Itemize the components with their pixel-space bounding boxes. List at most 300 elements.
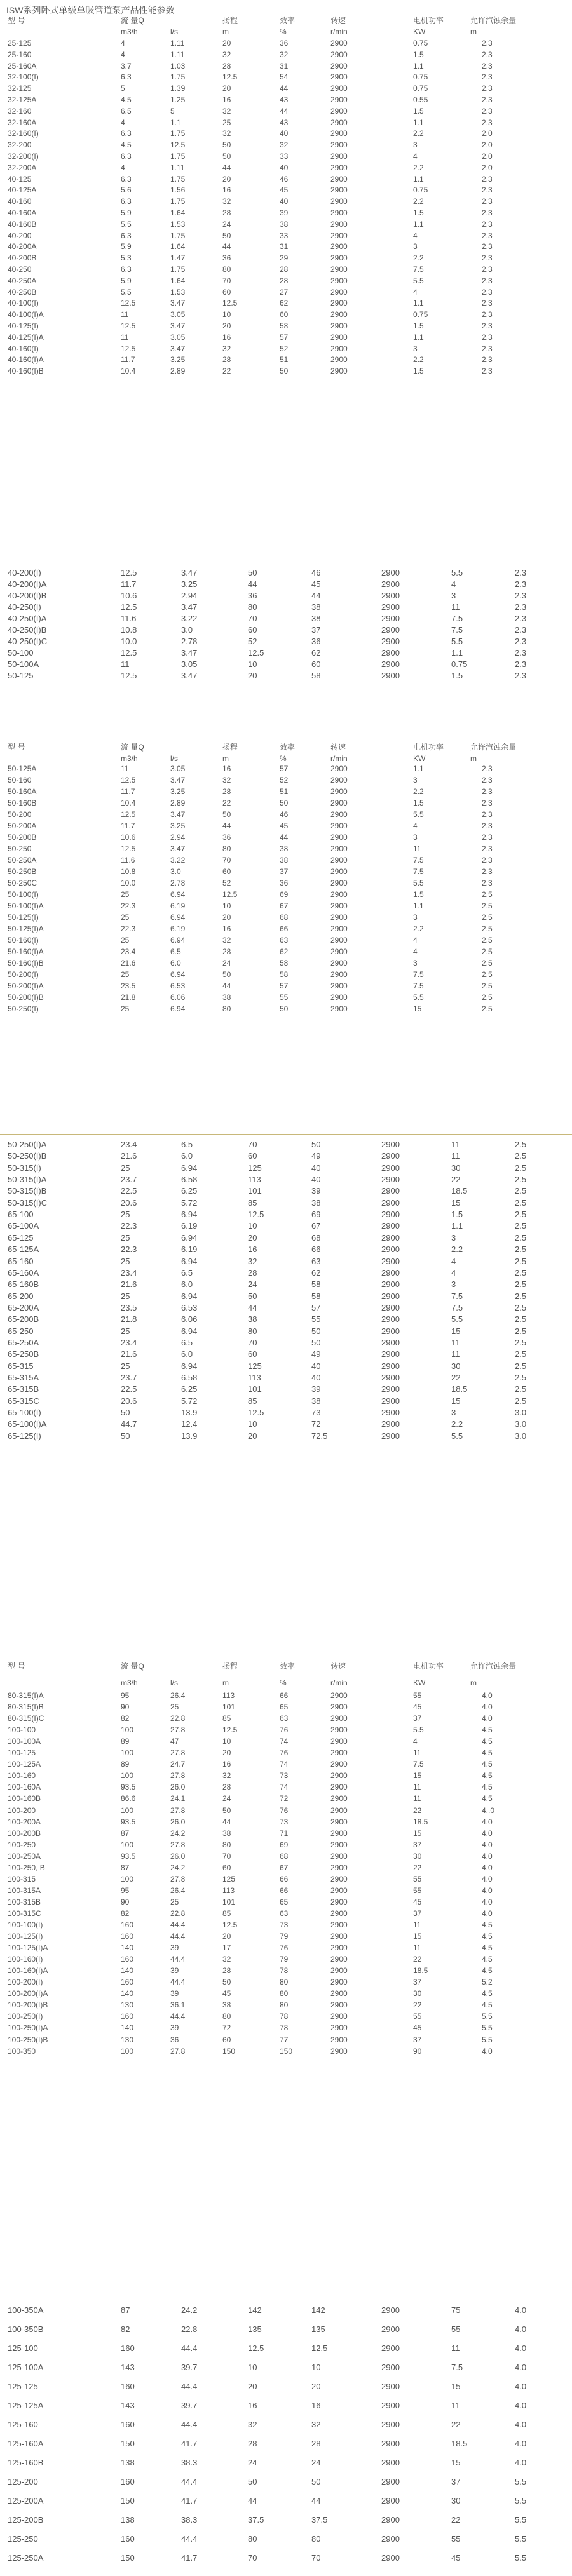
cell-flow-ls: 26.0 bbox=[170, 1817, 186, 1826]
cell-model: 40-160(I)A bbox=[8, 355, 44, 364]
cell-speed: 2900 bbox=[330, 856, 348, 865]
cell-flow-ls: 3.47 bbox=[181, 568, 198, 577]
cell-efficiency: 67 bbox=[280, 901, 289, 910]
cell-npsh: 2.5 bbox=[482, 913, 493, 922]
cell-model: 100-315C bbox=[8, 1909, 41, 1918]
cell-npsh: 4.0 bbox=[482, 1714, 493, 1723]
header-npsh: 允许汽蚀余量 bbox=[470, 16, 517, 25]
cell-model: 50-100A bbox=[8, 659, 39, 669]
cell-flow-m3h: 5 bbox=[121, 84, 125, 93]
cell-head: 44 bbox=[248, 579, 257, 589]
cell-flow-m3h: 20.6 bbox=[121, 1198, 137, 1208]
cell-speed: 2900 bbox=[330, 1989, 348, 1998]
cell-head: 32 bbox=[222, 50, 231, 59]
cell-speed: 2900 bbox=[330, 890, 348, 899]
cell-head: 60 bbox=[248, 1151, 257, 1161]
cell-flow-ls: 38.3 bbox=[181, 2458, 198, 2467]
cell-model: 40-250(I)C bbox=[8, 637, 48, 646]
cell-power: 22 bbox=[451, 1373, 461, 1382]
cell-model: 125-160A bbox=[8, 2439, 44, 2448]
cell-speed: 2900 bbox=[330, 2047, 348, 2056]
cell-head: 142 bbox=[248, 2305, 262, 2315]
cell-flow-ls: 24.2 bbox=[181, 2305, 198, 2315]
cell-efficiency: 73 bbox=[311, 1408, 321, 1417]
cell-npsh: 2.3 bbox=[482, 776, 493, 785]
cell-model: 65-100(I) bbox=[8, 1408, 41, 1417]
cell-flow-m3h: 150 bbox=[121, 2496, 135, 2505]
cell-model: 32-125A bbox=[8, 95, 37, 104]
cell-flow-m3h: 82 bbox=[121, 1714, 130, 1723]
cell-speed: 2900 bbox=[330, 2035, 348, 2044]
cell-flow-ls: 44.4 bbox=[181, 2343, 198, 2353]
cell-power: 15 bbox=[413, 1932, 422, 1941]
cell-head: 25 bbox=[222, 118, 231, 127]
cell-flow-m3h: 21.6 bbox=[121, 1349, 137, 1359]
cell-head: 20 bbox=[222, 1748, 231, 1757]
cell-power: 1.1 bbox=[413, 118, 424, 127]
cell-speed: 2900 bbox=[330, 62, 348, 71]
cell-speed: 2900 bbox=[330, 39, 348, 48]
cell-flow-ls: 3.47 bbox=[181, 671, 198, 680]
cell-speed: 2900 bbox=[381, 1303, 400, 1312]
cell-speed: 2900 bbox=[330, 310, 348, 319]
cell-npsh: 2.3 bbox=[482, 810, 493, 819]
cell-model: 40-200(I) bbox=[8, 568, 41, 577]
cell-power: 0.75 bbox=[413, 39, 428, 48]
cell-power: 2.2 bbox=[451, 1244, 463, 1254]
cell-efficiency: 58 bbox=[311, 1291, 321, 1301]
cell-flow-ls: 3.25 bbox=[170, 787, 186, 796]
header-flow-ls: l/s bbox=[170, 27, 178, 36]
cell-flow-m3h: 4.5 bbox=[121, 140, 132, 149]
cell-npsh: 2.5 bbox=[482, 993, 493, 1002]
cell-npsh: 2.5 bbox=[515, 1349, 527, 1359]
cell-speed: 2900 bbox=[381, 1338, 400, 1347]
cell-flow-ls: 27.8 bbox=[170, 1875, 186, 1884]
cell-speed: 2900 bbox=[381, 2343, 400, 2353]
cell-npsh: 2.3 bbox=[482, 276, 493, 285]
cell-npsh: 2.5 bbox=[515, 1326, 527, 1336]
cell-flow-m3h: 100 bbox=[121, 1806, 134, 1815]
cell-flow-m3h: 89 bbox=[121, 1760, 130, 1769]
cell-power: 1.5 bbox=[451, 1210, 463, 1219]
cell-flow-ls: 3.25 bbox=[170, 821, 186, 830]
cell-model: 125-200A bbox=[8, 2496, 44, 2505]
cell-efficiency: 43 bbox=[280, 95, 289, 104]
cell-flow-m3h: 25 bbox=[121, 936, 130, 945]
cell-flow-ls: 1.53 bbox=[170, 220, 186, 229]
cell-power: 55 bbox=[451, 2324, 461, 2334]
cell-npsh: 4,.0 bbox=[482, 1806, 495, 1815]
cell-model: 40-160(I) bbox=[8, 344, 39, 353]
header-efficiency: 效率 bbox=[280, 1662, 296, 1671]
cell-npsh: 2.3 bbox=[482, 344, 493, 353]
cell-speed: 2900 bbox=[381, 2515, 400, 2525]
cell-speed: 2900 bbox=[381, 1198, 400, 1208]
cell-npsh: 2.5 bbox=[515, 1257, 527, 1266]
cell-efficiency: 27 bbox=[280, 288, 289, 297]
cell-flow-m3h: 10.8 bbox=[121, 625, 137, 635]
cell-efficiency: 71 bbox=[280, 1829, 289, 1838]
cell-npsh: 5.5 bbox=[515, 2515, 527, 2525]
cell-model: 40-160(I)B bbox=[8, 367, 44, 375]
cell-power: 18.5 bbox=[413, 1966, 428, 1975]
cell-power: 11 bbox=[451, 1151, 460, 1161]
cell-flow-ls: 39.7 bbox=[181, 2363, 198, 2372]
cell-efficiency: 66 bbox=[311, 1244, 321, 1254]
cell-model: 65-100A bbox=[8, 1221, 39, 1231]
cell-efficiency: 55 bbox=[280, 993, 289, 1002]
cell-flow-ls: 3.47 bbox=[170, 299, 186, 307]
cell-speed: 2900 bbox=[330, 1725, 348, 1734]
cell-efficiency: 67 bbox=[280, 1863, 289, 1872]
cell-model: 65-315C bbox=[8, 1396, 39, 1406]
cell-efficiency: 63 bbox=[280, 1714, 289, 1723]
cell-npsh: 2.3 bbox=[482, 175, 493, 184]
cell-flow-m3h: 143 bbox=[121, 2401, 135, 2410]
cell-flow-m3h: 12.5 bbox=[121, 568, 137, 577]
cell-power: 1.5 bbox=[413, 321, 424, 330]
cell-flow-m3h: 160 bbox=[121, 1920, 134, 1929]
cell-head: 113 bbox=[222, 1886, 235, 1895]
cell-npsh: 2.0 bbox=[482, 129, 493, 138]
cell-power: 30 bbox=[413, 1852, 422, 1861]
cell-model: 50-200(I) bbox=[8, 970, 39, 979]
cell-power: 30 bbox=[451, 1361, 461, 1371]
cell-model: 50-100(I) bbox=[8, 890, 39, 899]
cell-power: 30 bbox=[451, 2496, 461, 2505]
cell-flow-ls: 6.5 bbox=[181, 1268, 193, 1278]
cell-head: 72 bbox=[222, 2023, 231, 2032]
cell-model: 125-250 bbox=[8, 2534, 38, 2544]
cell-efficiency: 62 bbox=[280, 947, 289, 956]
cell-npsh: 2.5 bbox=[515, 1151, 527, 1161]
cell-model: 40-200A bbox=[8, 242, 37, 251]
cell-flow-m3h: 25 bbox=[121, 970, 130, 979]
cell-model: 50-250(I)A bbox=[8, 1140, 47, 1149]
cell-head: 17 bbox=[222, 1943, 231, 1952]
cell-npsh: 4.0 bbox=[515, 2401, 527, 2410]
cell-flow-ls: 39.7 bbox=[181, 2401, 198, 2410]
cell-npsh: 4.5 bbox=[482, 1943, 493, 1952]
cell-flow-ls: 6.94 bbox=[181, 1326, 198, 1336]
cell-flow-ls: 6.19 bbox=[181, 1221, 198, 1231]
cell-head: 50 bbox=[222, 140, 231, 149]
cell-speed: 2900 bbox=[330, 936, 348, 945]
cell-power: 22 bbox=[413, 1955, 422, 1964]
cell-flow-ls: 1.1 bbox=[170, 118, 181, 127]
cell-model: 40-250A bbox=[8, 276, 37, 285]
cell-flow-ls: 2.78 bbox=[181, 637, 198, 646]
cell-flow-ls: 26.4 bbox=[170, 1691, 186, 1700]
cell-speed: 2900 bbox=[330, 231, 348, 240]
cell-power: 7.5 bbox=[451, 2363, 463, 2372]
cell-power: 11 bbox=[451, 1338, 460, 1347]
cell-power: 15 bbox=[451, 1326, 461, 1336]
cell-efficiency: 60 bbox=[280, 310, 289, 319]
cell-speed: 2900 bbox=[381, 1291, 400, 1301]
cell-power: 3 bbox=[413, 959, 418, 968]
cell-head: 101 bbox=[248, 1186, 262, 1196]
cell-head: 12.5 bbox=[248, 1210, 264, 1219]
cell-flow-m3h: 82 bbox=[121, 2324, 130, 2334]
cell-flow-m3h: 23.4 bbox=[121, 1140, 137, 1149]
cell-flow-ls: 27.8 bbox=[170, 1748, 186, 1757]
cell-speed: 2900 bbox=[330, 1886, 348, 1895]
cell-efficiency: 69 bbox=[280, 890, 289, 899]
cell-model: 100-200 bbox=[8, 1806, 36, 1815]
cell-efficiency: 28 bbox=[280, 276, 289, 285]
cell-power: 15 bbox=[413, 1004, 422, 1013]
cell-flow-ls: 2.78 bbox=[170, 879, 186, 887]
cell-flow-m3h: 100 bbox=[121, 1725, 134, 1734]
cell-npsh: 4.5 bbox=[482, 1955, 493, 1964]
cell-head: 38 bbox=[222, 993, 231, 1002]
cell-efficiency: 80 bbox=[280, 1978, 289, 1986]
cell-power: 0.75 bbox=[413, 84, 428, 93]
cell-flow-ls: 6.94 bbox=[170, 913, 186, 922]
cell-speed: 2900 bbox=[381, 2420, 400, 2429]
cell-head: 12.5 bbox=[222, 299, 238, 307]
cell-flow-m3h: 12.5 bbox=[121, 810, 136, 819]
cell-efficiency: 69 bbox=[280, 1840, 289, 1849]
cell-speed: 2900 bbox=[330, 84, 348, 93]
cell-model: 100-125 bbox=[8, 1748, 36, 1757]
cell-npsh: 4.5 bbox=[482, 1737, 493, 1746]
cell-efficiency: 57 bbox=[311, 1303, 321, 1312]
cell-flow-m3h: 12.5 bbox=[121, 844, 136, 853]
cell-head: 36 bbox=[248, 591, 257, 600]
cell-npsh: 2.3 bbox=[482, 197, 493, 206]
cell-efficiency: 78 bbox=[280, 2023, 289, 2032]
cell-npsh: 2.5 bbox=[515, 1210, 527, 1219]
header-speed: r/min bbox=[330, 754, 348, 763]
cell-npsh: 2.5 bbox=[515, 1221, 527, 1231]
cell-flow-m3h: 10.6 bbox=[121, 833, 136, 842]
cell-flow-ls: 1.25 bbox=[170, 95, 186, 104]
cell-speed: 2900 bbox=[330, 107, 348, 116]
cell-flow-m3h: 160 bbox=[121, 2343, 135, 2353]
cell-model: 50-315(I)C bbox=[8, 1198, 48, 1208]
cell-speed: 2900 bbox=[381, 2401, 400, 2410]
cell-head: 36 bbox=[222, 833, 231, 842]
header-efficiency: 效率 bbox=[280, 16, 296, 25]
cell-flow-m3h: 160 bbox=[121, 1932, 134, 1941]
cell-head: 16 bbox=[222, 1760, 231, 1769]
cell-npsh: 2.3 bbox=[515, 568, 527, 577]
cell-speed: 2900 bbox=[330, 1004, 348, 1013]
cell-power: 1.5 bbox=[413, 50, 424, 59]
cell-npsh: 4.5 bbox=[482, 1794, 493, 1803]
cell-flow-ls: 27.8 bbox=[170, 1771, 186, 1780]
cell-flow-ls: 36.1 bbox=[170, 2000, 186, 2009]
cell-power: 5.5 bbox=[413, 276, 424, 285]
cell-head: 20 bbox=[248, 1431, 257, 1441]
cell-head: 101 bbox=[222, 1898, 236, 1906]
cell-speed: 2900 bbox=[330, 208, 348, 217]
cell-npsh: 5.5 bbox=[482, 2012, 493, 2021]
cell-efficiency: 51 bbox=[280, 787, 289, 796]
cell-power: 7.5 bbox=[413, 970, 424, 979]
cell-flow-m3h: 160 bbox=[121, 2534, 135, 2544]
cell-flow-m3h: 20.6 bbox=[121, 1396, 137, 1406]
cell-speed: 2900 bbox=[330, 799, 348, 807]
cell-npsh: 2.3 bbox=[482, 867, 493, 876]
cell-head: 50 bbox=[222, 1978, 231, 1986]
cell-head: 50 bbox=[248, 1291, 257, 1301]
cell-power: 3 bbox=[451, 1408, 456, 1417]
cell-npsh: 2.5 bbox=[482, 947, 493, 956]
cell-flow-ls: 41.7 bbox=[181, 2439, 198, 2448]
cell-head: 28 bbox=[248, 2439, 257, 2448]
cell-npsh: 2.3 bbox=[482, 208, 493, 217]
cell-flow-ls: 26.4 bbox=[170, 1886, 186, 1895]
cell-power: 1.5 bbox=[413, 208, 424, 217]
cell-head: 44 bbox=[222, 163, 231, 172]
cell-flow-m3h: 138 bbox=[121, 2515, 135, 2525]
header-speed: r/min bbox=[330, 1678, 348, 1687]
cell-power: 7.5 bbox=[451, 1291, 463, 1301]
cell-flow-ls: 27.8 bbox=[170, 1840, 186, 1849]
cell-head: 60 bbox=[222, 867, 231, 876]
cell-efficiency: 78 bbox=[280, 2012, 289, 2021]
cell-efficiency: 50 bbox=[280, 367, 289, 375]
cell-npsh: 5.5 bbox=[515, 2477, 527, 2486]
cell-head: 12.5 bbox=[222, 72, 238, 81]
cell-flow-ls: 26.0 bbox=[170, 1783, 186, 1791]
cell-flow-ls: 27.8 bbox=[170, 2047, 186, 2056]
cell-head: 20 bbox=[222, 39, 231, 48]
cell-npsh: 2.3 bbox=[482, 265, 493, 274]
cell-speed: 2900 bbox=[330, 253, 348, 262]
cell-head: 125 bbox=[222, 1875, 236, 1884]
cell-flow-m3h: 25 bbox=[121, 1291, 130, 1301]
cell-efficiency: 72 bbox=[280, 1794, 289, 1803]
cell-speed: 2900 bbox=[330, 1909, 348, 1918]
cell-head: 24 bbox=[222, 959, 231, 968]
cell-speed: 2900 bbox=[330, 2023, 348, 2032]
cell-model: 80-315(I)C bbox=[8, 1714, 44, 1723]
cell-speed: 2900 bbox=[330, 1771, 348, 1780]
cell-efficiency: 66 bbox=[280, 1886, 289, 1895]
cell-flow-ls: 41.7 bbox=[181, 2553, 198, 2563]
cell-power: 11 bbox=[451, 602, 460, 612]
cell-speed: 2900 bbox=[330, 2012, 348, 2021]
cell-speed: 2900 bbox=[330, 2000, 348, 2009]
cell-head: 20 bbox=[248, 2382, 257, 2391]
cell-flow-m3h: 12.5 bbox=[121, 344, 136, 353]
cell-flow-ls: 26.0 bbox=[170, 1852, 186, 1861]
cell-flow-m3h: 160 bbox=[121, 1978, 134, 1986]
cell-flow-m3h: 10.8 bbox=[121, 867, 136, 876]
cell-speed: 2900 bbox=[330, 844, 348, 853]
cell-flow-ls: 6.94 bbox=[170, 890, 186, 899]
cell-flow-m3h: 5.6 bbox=[121, 185, 132, 194]
cell-npsh: 2.5 bbox=[515, 1186, 527, 1196]
cell-flow-ls: 6.0 bbox=[170, 959, 181, 968]
cell-flow-ls: 1.75 bbox=[170, 231, 186, 240]
cell-flow-ls: 44.4 bbox=[170, 1920, 186, 1929]
cell-flow-m3h: 25 bbox=[121, 1233, 130, 1243]
cell-npsh: 2.3 bbox=[482, 253, 493, 262]
cell-power: 55 bbox=[451, 2534, 461, 2544]
cell-flow-m3h: 82 bbox=[121, 1909, 130, 1918]
header-power: KW bbox=[413, 754, 426, 763]
cell-model: 40-250(I) bbox=[8, 602, 41, 612]
cell-flow-m3h: 160 bbox=[121, 2477, 135, 2486]
cell-power: 5.5 bbox=[413, 810, 424, 819]
cell-model: 40-250(I)B bbox=[8, 625, 47, 635]
cell-speed: 2900 bbox=[381, 591, 400, 600]
cell-flow-m3h: 12.5 bbox=[121, 776, 136, 785]
cell-efficiency: 80 bbox=[311, 2534, 321, 2544]
cell-efficiency: 44 bbox=[311, 2496, 321, 2505]
cell-power: 55 bbox=[413, 2012, 422, 2021]
cell-head: 101 bbox=[222, 1703, 236, 1711]
cell-model: 100-250 bbox=[8, 1840, 36, 1849]
cell-power: 11 bbox=[413, 1783, 421, 1791]
cell-speed: 2900 bbox=[381, 1396, 400, 1406]
cell-head: 44 bbox=[222, 242, 231, 251]
cell-speed: 2900 bbox=[381, 1175, 400, 1184]
cell-head: 60 bbox=[222, 2035, 231, 2044]
cell-model: 100-250, B bbox=[8, 1863, 45, 1872]
cell-efficiency: 73 bbox=[280, 1771, 289, 1780]
cell-speed: 2900 bbox=[330, 1829, 348, 1838]
cell-efficiency: 40 bbox=[311, 1175, 321, 1184]
cell-flow-m3h: 89 bbox=[121, 1737, 130, 1746]
cell-speed: 2900 bbox=[381, 1408, 400, 1417]
cell-power: 15 bbox=[451, 1198, 461, 1208]
cell-head: 10 bbox=[248, 1419, 257, 1429]
cell-power: 11 bbox=[413, 1943, 421, 1952]
cell-model: 40-250B bbox=[8, 288, 37, 297]
cell-flow-m3h: 23.4 bbox=[121, 1338, 137, 1347]
cell-speed: 2900 bbox=[330, 1840, 348, 1849]
cell-head: 38 bbox=[222, 2000, 231, 2009]
cell-model: 100-315B bbox=[8, 1898, 41, 1906]
cell-speed: 2900 bbox=[330, 1932, 348, 1941]
cell-flow-m3h: 23.4 bbox=[121, 1268, 137, 1278]
cell-model: 50-315(I) bbox=[8, 1163, 41, 1173]
cell-flow-m3h: 93.5 bbox=[121, 1852, 136, 1861]
cell-npsh: 4.5 bbox=[482, 1771, 493, 1780]
cell-flow-ls: 6.58 bbox=[181, 1175, 198, 1184]
cell-efficiency: 45 bbox=[280, 821, 289, 830]
cell-speed: 2900 bbox=[330, 276, 348, 285]
cell-power: 45 bbox=[413, 1703, 422, 1711]
cell-efficiency: 38 bbox=[280, 856, 289, 865]
cell-head: 80 bbox=[248, 602, 257, 612]
cell-model: 65-250 bbox=[8, 1326, 34, 1336]
cell-model: 65-200A bbox=[8, 1303, 39, 1312]
cell-speed: 2900 bbox=[330, 970, 348, 979]
cell-flow-m3h: 10.0 bbox=[121, 637, 137, 646]
cell-flow-ls: 3.47 bbox=[170, 810, 186, 819]
cell-npsh: 5.5 bbox=[515, 2534, 527, 2544]
cell-speed: 2900 bbox=[381, 1140, 400, 1149]
cell-head: 125 bbox=[248, 1361, 262, 1371]
cell-npsh: 2.5 bbox=[482, 959, 493, 968]
cell-model: 40-160B bbox=[8, 220, 37, 229]
cell-efficiency: 55 bbox=[311, 1314, 321, 1324]
cell-flow-m3h: 25 bbox=[121, 1163, 130, 1173]
cell-speed: 2900 bbox=[330, 129, 348, 138]
cell-flow-m3h: 100 bbox=[121, 1840, 134, 1849]
cell-power: 11 bbox=[413, 1794, 421, 1803]
cell-flow-ls: 44.4 bbox=[181, 2382, 198, 2391]
cell-npsh: 2.3 bbox=[482, 367, 493, 375]
